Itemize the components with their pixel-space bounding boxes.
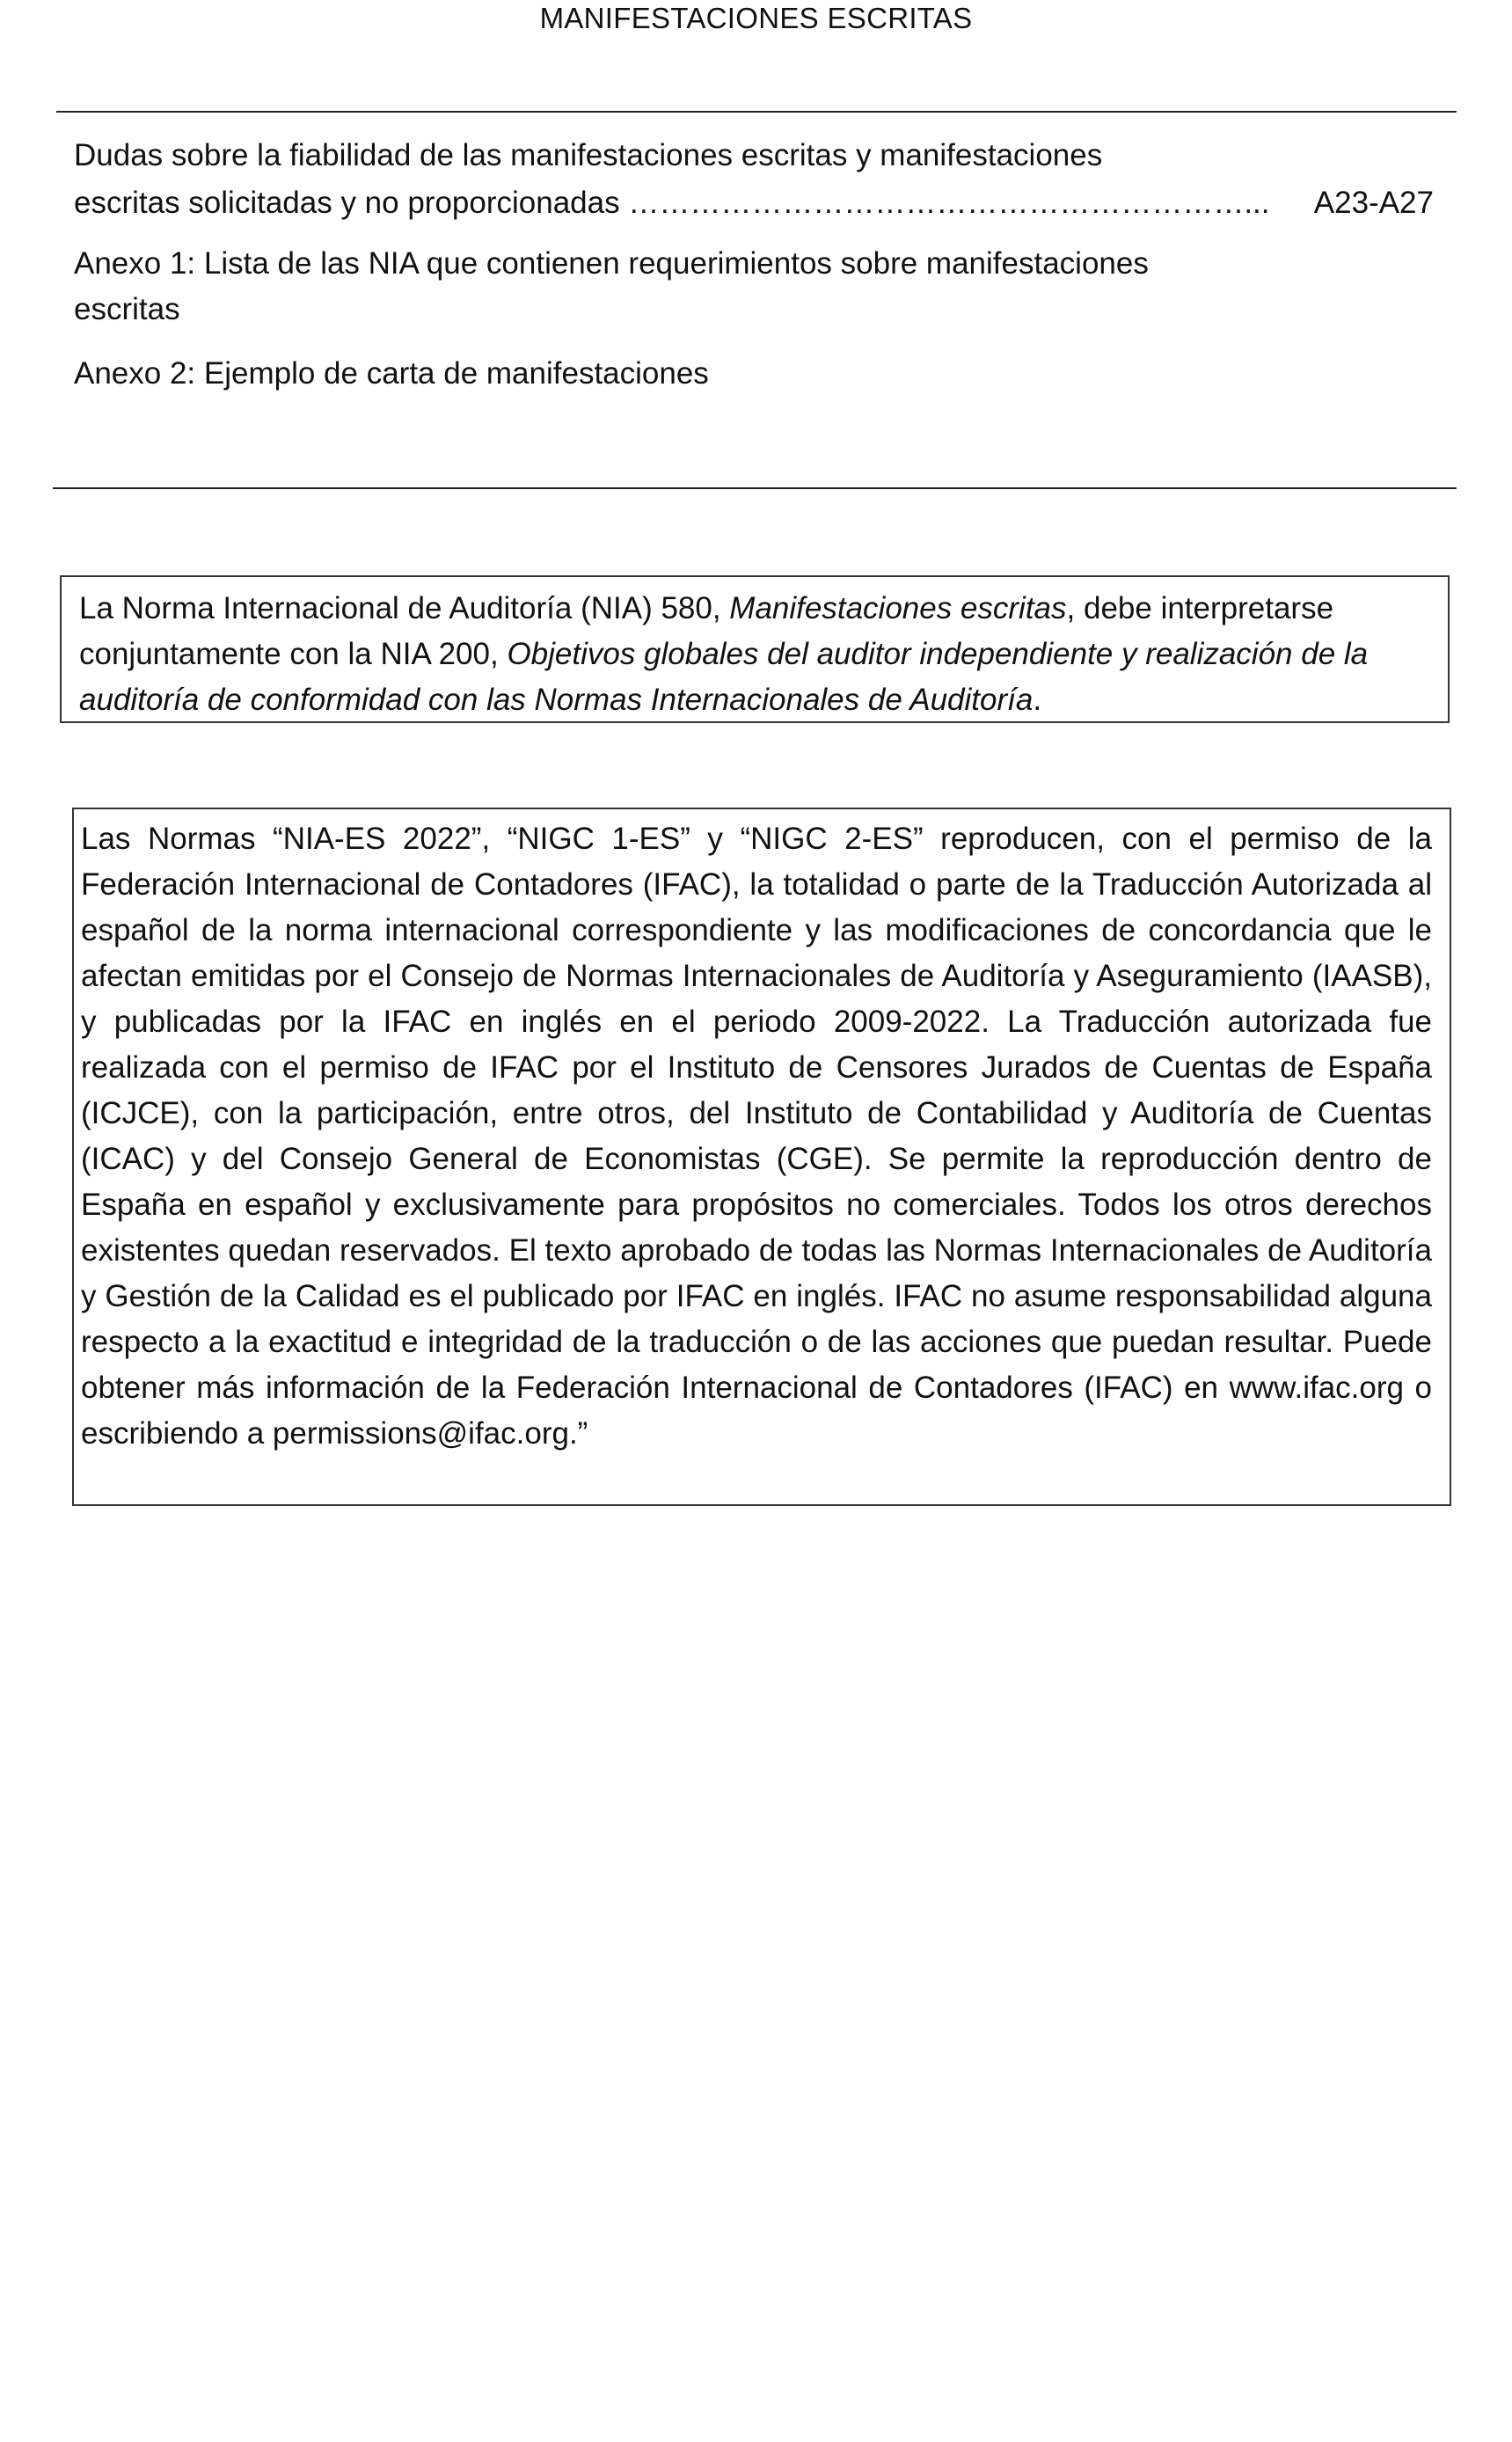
intro-note-box	[60, 575, 1450, 723]
toc-entry-doubts-line-2: escritas solicitadas y no proporcionadas ……………………………………………………...	[74, 186, 1270, 220]
copyright-text: Las Normas “NIA-ES 2022”, “NIGC 1-ES” y “NIGC 2-ES” reproducen, con el permiso de la Federación Internacional de Contadores (IFAC), la totalidad o parte de la Traducción Autorizada al español de la norma internacional correspondiente y las modificaciones de concordancia que le afectan emitidas por el Consejo de Normas Internacionales de Auditoría y Aseguramiento (IAASB), y publicadas por la IFAC en inglés en el periodo 2009-2022. La Traducción autorizada fue realizada con el permiso de IFAC por el Instituto de Censores Jurados de Cuentas de España (ICJCE), con la participación, entre otros, del Instituto de Contabilidad y Auditoría de Cuentas (ICAC) y del Consejo General de Economistas (CGE). Se permite la reproducción dentro de España en español y exclusivamente para propósitos no comerciales. Todos los otros derechos existentes quedan reservados. El texto aprobado de todas las Normas Internacionales de Auditoría y Gestión de la Calidad es el publicado por IFAC en inglés. IFAC no asume responsabilidad alguna respecto a la exactitud e integridad de la traducción o de las acciones que puedan resultar. Puede obtener más información de la Federación Internacional de Contadores (IFAC) en www.ifac.org o escribiendo a permissions@ifac.org.”	[81, 822, 1432, 1451]
intro-text-middle: , debe interpretarse conjuntamente con la NIA 200,	[79, 591, 1334, 671]
intro-text-end: .	[1033, 683, 1042, 717]
intro-title-nia-200: Objetivos globales del auditor independiente y realización de la auditoría de conformidad con las Normas Internacionales de Auditoría	[79, 637, 1369, 717]
intro-title-nia-580: Manifestaciones escritas	[729, 591, 1067, 625]
page-title: MANIFESTACIONES ESCRITAS	[539, 2, 973, 34]
toc-entry-doubts-line-1: Dudas sobre la fiabilidad de las manifestaciones escritas y manifestaciones	[74, 138, 1103, 172]
toc-annex-1[interactable]	[74, 241, 1288, 333]
top-divider	[56, 111, 1457, 113]
toc-annex-2[interactable]: Anexo 2: Ejemplo de carta de manifestaciones	[74, 356, 709, 391]
copyright-notice-box	[72, 808, 1451, 1506]
table-of-contents	[74, 132, 1446, 398]
toc-entry-doubts[interactable]	[74, 179, 1446, 227]
toc-annex-1-line-2: escritas	[74, 292, 180, 326]
toc-annex-1-line-1: Anexo 1: Lista de las NIA que contienen requerimientos sobre manifestaciones	[74, 246, 1149, 281]
intro-text-start: La Norma Internacional de Auditoría (NIA) 580,	[79, 591, 730, 625]
toc-entry-reference: A23-A27	[1313, 186, 1434, 220]
bottom-divider	[53, 487, 1457, 489]
